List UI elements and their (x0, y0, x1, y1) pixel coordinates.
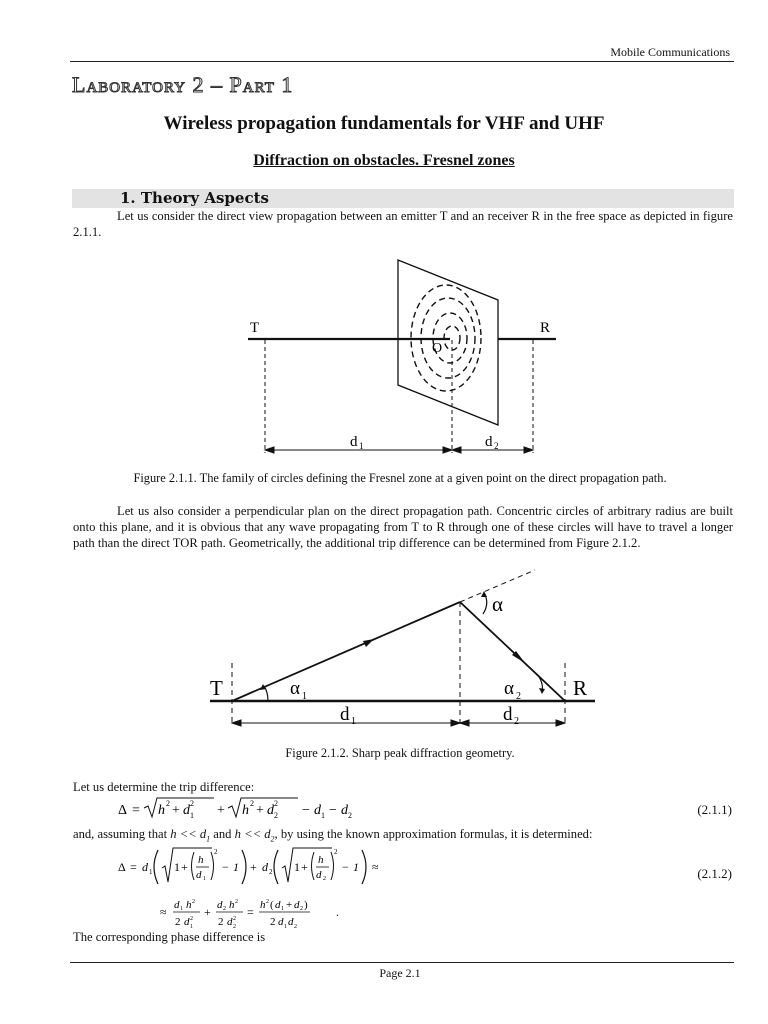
page-number: Page 2.1 (379, 966, 421, 980)
svg-text:d: d (196, 869, 202, 881)
svg-text:1: 1 (233, 860, 239, 874)
fig1-label-R: R (540, 320, 551, 336)
svg-text:d: d (217, 899, 223, 911)
svg-text:1: 1 (321, 811, 325, 820)
svg-text:2: 2 (218, 916, 224, 928)
paragraph-3: Let us determine the trip difference: (73, 780, 255, 794)
fig2-d2-sub: 2 (514, 716, 519, 727)
main-title: Wireless propagation fundamentals for VHF and UHF (163, 113, 605, 134)
paragraph-4-text-c: , by using the known approximation formulas, it is determined: (274, 827, 593, 841)
svg-text:1: 1 (190, 811, 194, 820)
svg-text:d: d (183, 803, 190, 818)
svg-text:2: 2 (192, 899, 195, 905)
fig1-label-d1: d (350, 434, 358, 450)
equation-1-number: (2.1.1) (697, 802, 732, 817)
svg-text:2: 2 (235, 899, 238, 905)
equation-2-number: (2.1.2) (697, 866, 732, 881)
fig1-label-T: T (250, 320, 260, 336)
svg-text:2: 2 (269, 868, 273, 876)
svg-text:): ) (304, 899, 308, 911)
svg-text:−: − (342, 860, 349, 874)
svg-text:2: 2 (294, 924, 297, 930)
section-title: 1. Theory Aspects (120, 189, 269, 207)
svg-text:1: 1 (203, 876, 206, 882)
lab-title: Laboratory 2 – Part 1 (72, 72, 294, 97)
svg-text:d: d (294, 899, 300, 911)
svg-text:≈: ≈ (160, 905, 167, 919)
svg-text:.: . (336, 905, 339, 919)
fig1-sub-2: 2 (494, 441, 499, 451)
svg-text:1: 1 (353, 860, 359, 874)
svg-text:h: h (229, 899, 235, 911)
svg-text:h: h (158, 803, 165, 818)
paragraph-2-text: Let us also consider a perpendicular plan on the direct propagation path. Concentric circles of arbitrary radius are built onto this plane, and it is obvious that any wave propagating from T to R through one of these circles will have to travel a longer path than the direct TOR path. Geometrically, the additional trip difference can be determined from Figure 2.1.2. (73, 504, 733, 550)
svg-text:1: 1 (284, 924, 287, 930)
fig1-label-O: O (432, 341, 443, 356)
svg-text:d: d (174, 899, 180, 911)
paragraph-4-text-b: and (213, 827, 232, 841)
svg-text:d: d (184, 916, 190, 928)
paragraph-1-text: Let us consider the direct view propagation between an emitter T and an receiver R in the free space as depicted in figure 2.1.1. (73, 209, 733, 239)
svg-text:−: − (329, 803, 337, 818)
svg-text:+: + (172, 803, 180, 818)
inline-math-h-d1: $h << d_1$ (170, 827, 211, 844)
paragraph-5: The corresponding phase difference is (73, 930, 266, 944)
fig2-alpha1-sub: 1 (302, 691, 307, 702)
svg-text:2: 2 (274, 811, 278, 820)
svg-text:2: 2 (250, 799, 254, 808)
svg-text:2: 2 (223, 906, 226, 912)
svg-text:1: 1 (281, 906, 284, 912)
fig2-label-R: R (573, 676, 588, 700)
svg-text:1: 1 (174, 860, 180, 874)
figure-diffraction-geometry (200, 568, 610, 738)
svg-text:2: 2 (270, 916, 276, 928)
svg-text:(: ( (270, 899, 274, 911)
svg-text:d: d (267, 803, 274, 818)
svg-text:h: h (242, 803, 249, 818)
figure-fresnel-zones (200, 250, 570, 465)
figure-1-caption: Figure 2.1.1. The family of circles defining the Fresnel zone at a given point on the direct propagation path. (133, 471, 667, 485)
svg-text:−: − (222, 860, 229, 874)
svg-text:1: 1 (190, 924, 193, 930)
sub-title: Diffraction on obstacles. Fresnel zones (253, 152, 515, 169)
svg-text:2: 2 (190, 799, 194, 808)
running-header: Mobile Communications (610, 45, 730, 59)
svg-text:h: h (260, 899, 266, 911)
svg-text:2: 2 (190, 916, 193, 922)
fig2-label-d2: d (503, 704, 513, 725)
svg-text:Δ: Δ (118, 860, 126, 874)
svg-text:+: + (250, 860, 257, 874)
paragraph-1 (73, 208, 733, 240)
svg-text:+: + (217, 803, 225, 818)
svg-text:h: h (186, 899, 192, 911)
svg-text:d: d (227, 916, 233, 928)
svg-text:−: − (302, 803, 310, 818)
svg-text:d: d (314, 803, 321, 818)
paragraph-4-text-a: and, assuming that (73, 827, 168, 841)
fig2-d1-sub: 1 (351, 716, 356, 727)
svg-text:1: 1 (149, 868, 153, 876)
svg-text:d: d (288, 916, 294, 928)
svg-text:+: + (204, 905, 211, 919)
svg-text:+: + (301, 860, 308, 874)
svg-text:2: 2 (233, 924, 236, 930)
svg-text:=: = (247, 905, 254, 919)
svg-text:d: d (341, 803, 348, 818)
svg-text:+: + (181, 860, 188, 874)
svg-text:1: 1 (180, 906, 183, 912)
equation-2-1-2 (110, 842, 410, 932)
fig2-alpha2-sub: 2 (516, 691, 521, 702)
inline-math-h-d2: $h << d_2$ (234, 827, 275, 844)
fig2-alpha1: α (290, 678, 300, 699)
svg-text:d: d (278, 916, 284, 928)
svg-text:d: d (316, 869, 322, 881)
svg-text:+: + (286, 899, 293, 911)
svg-text:d: d (275, 899, 281, 911)
svg-text:h: h (198, 854, 204, 866)
svg-text:h: h (318, 854, 324, 866)
svg-text:d: d (262, 860, 268, 874)
svg-text:2: 2 (214, 848, 218, 856)
fig1-sub-1: 1 (359, 441, 364, 451)
svg-text:2: 2 (323, 876, 326, 882)
fig2-label-d1: d (340, 704, 350, 725)
svg-text:2: 2 (348, 811, 352, 820)
svg-text:=: = (132, 803, 140, 818)
svg-text:2: 2 (300, 906, 303, 912)
svg-text:≈: ≈ (372, 860, 379, 874)
paragraph-2 (73, 503, 733, 551)
svg-text:2: 2 (334, 848, 338, 856)
footer-rule (70, 962, 734, 963)
fig1-label-d2: d (485, 434, 493, 450)
svg-text:d: d (142, 860, 148, 874)
svg-text:2: 2 (274, 799, 278, 808)
equation-2-1-1 (110, 794, 370, 822)
svg-text:2: 2 (233, 916, 236, 922)
svg-text:2: 2 (175, 916, 181, 928)
fig2-alpha2: α (504, 678, 514, 699)
fig2-label-T: T (210, 676, 223, 700)
header-rule (70, 61, 734, 62)
svg-text:=: = (130, 860, 137, 874)
svg-text:1: 1 (294, 860, 300, 874)
svg-text:2: 2 (266, 899, 269, 905)
svg-text:Δ: Δ (118, 803, 128, 818)
svg-text:2: 2 (166, 799, 170, 808)
figure-2-caption: Figure 2.1.2. Sharp peak diffraction geometry. (285, 746, 515, 760)
fig2-alpha: α (492, 592, 504, 616)
svg-text:+: + (256, 803, 264, 818)
